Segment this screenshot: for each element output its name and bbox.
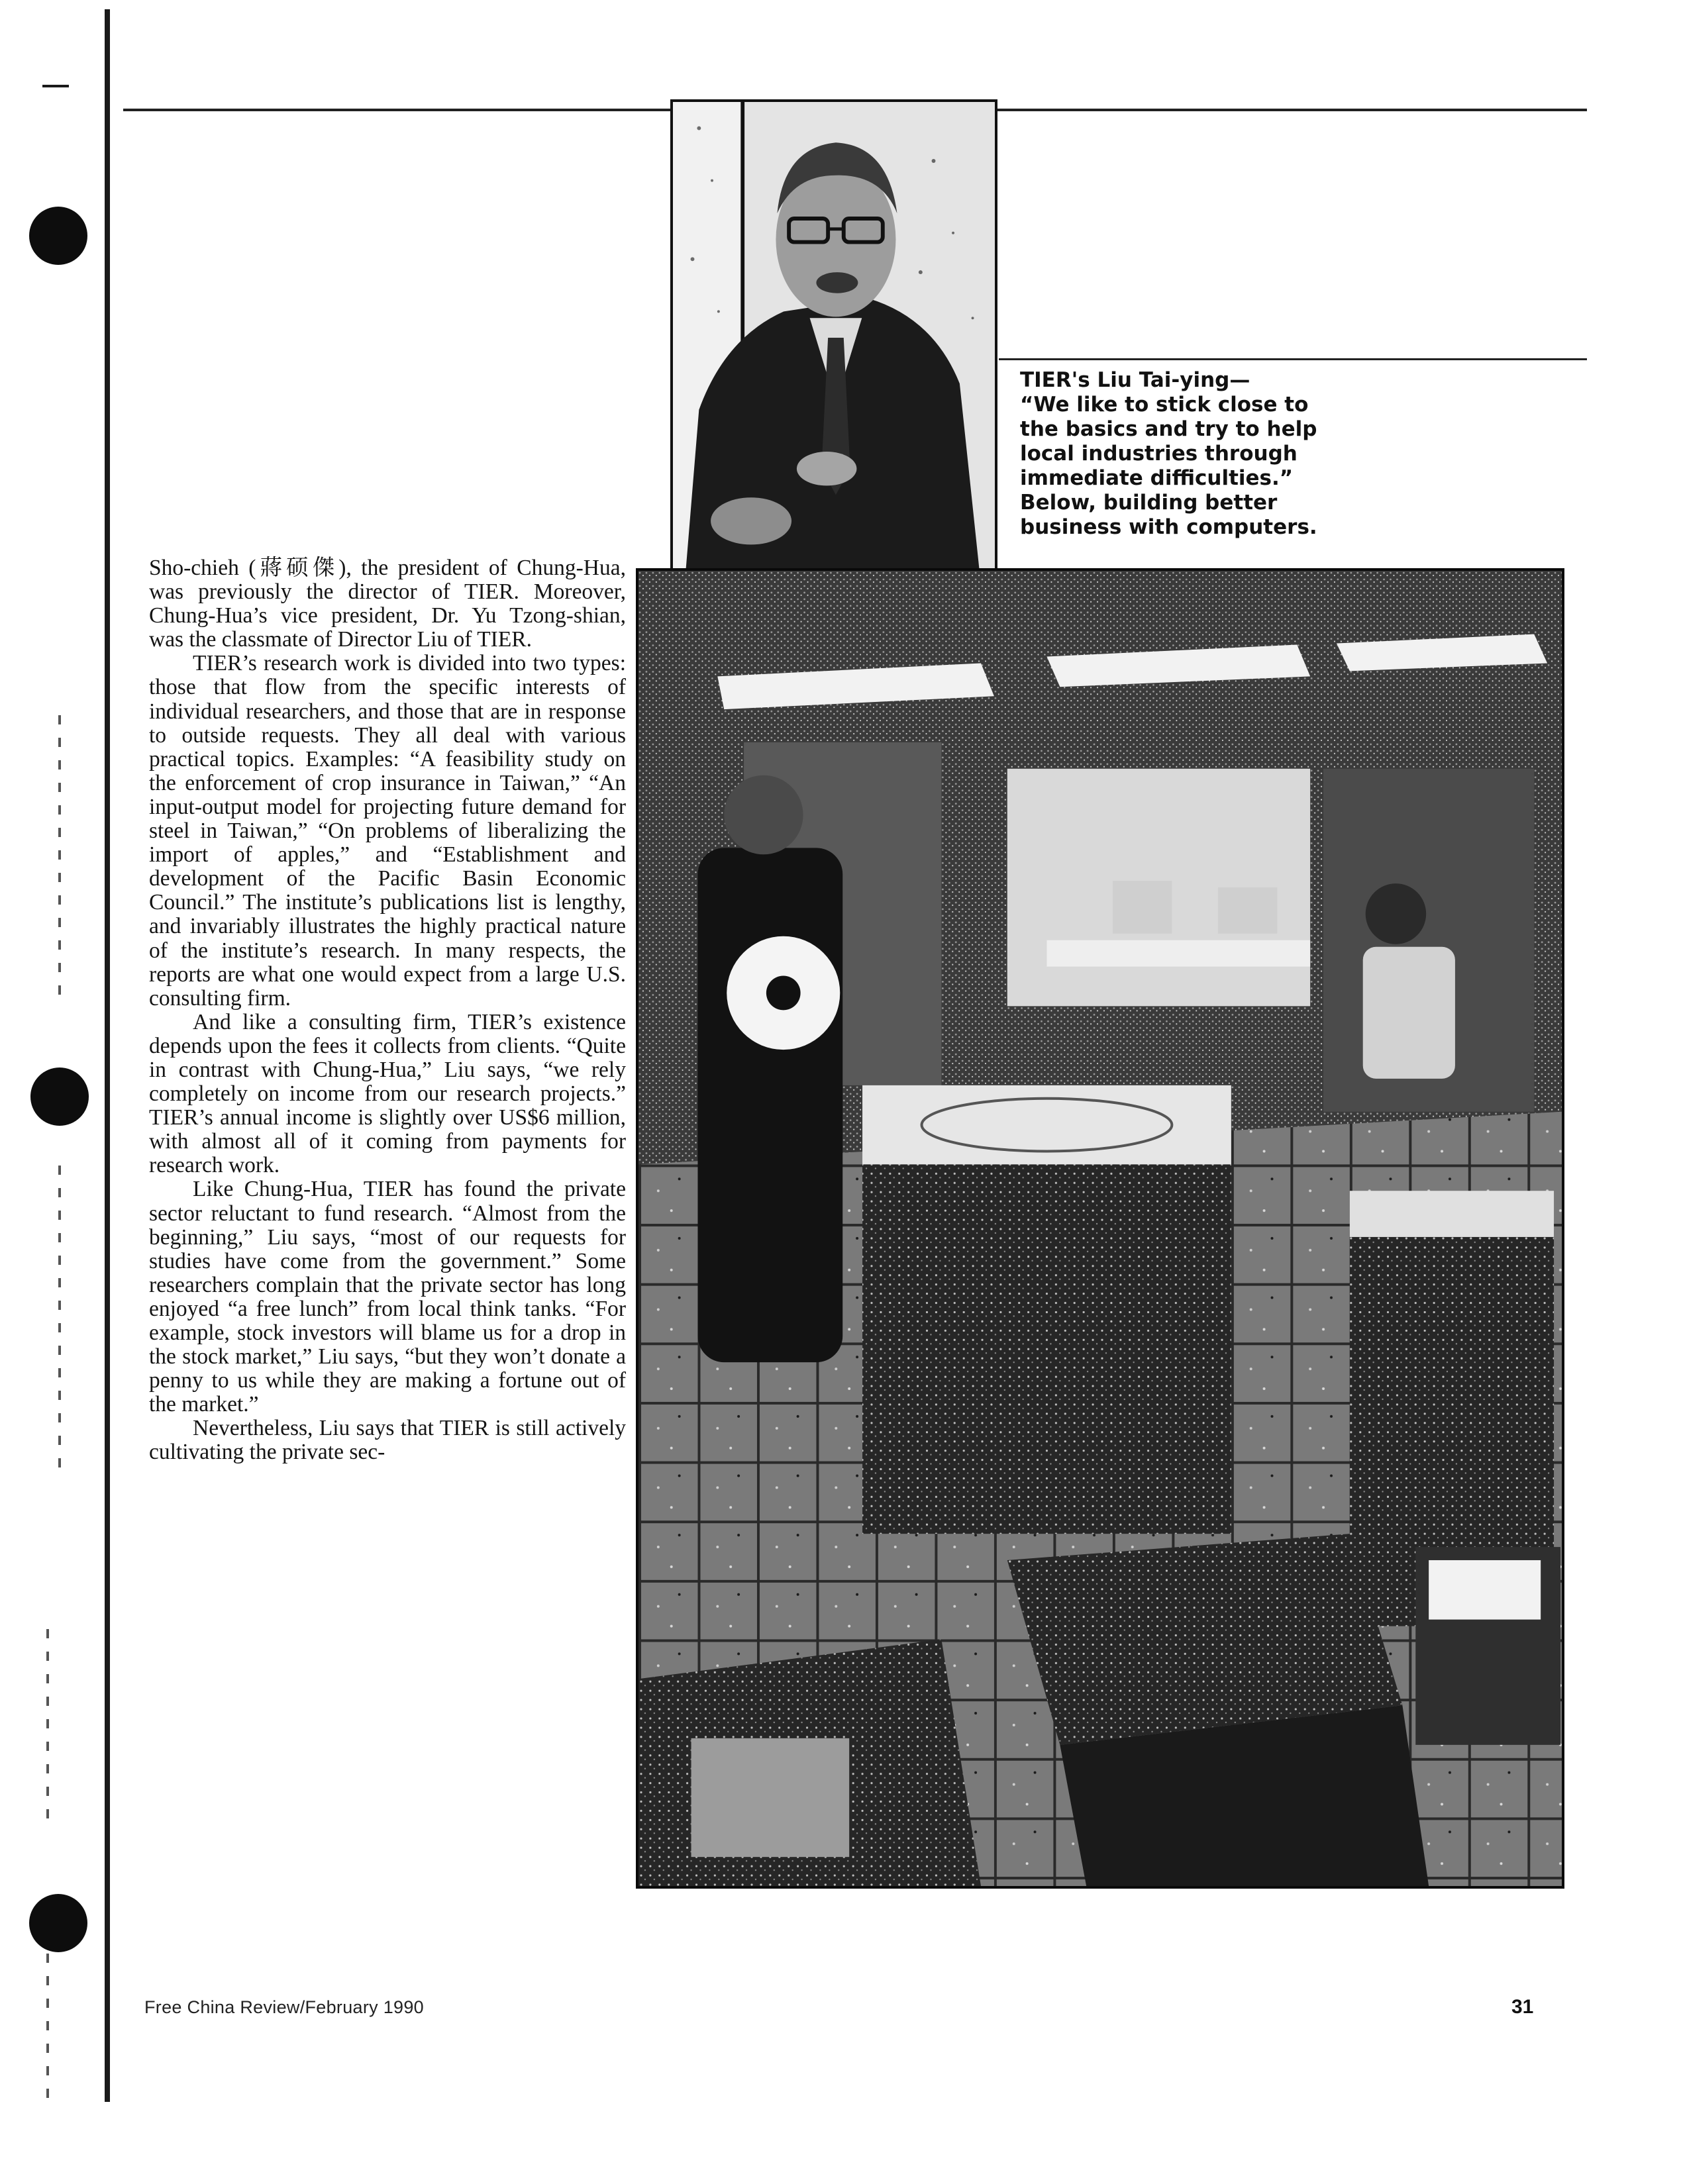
caption-line: Below, building better [1020, 491, 1278, 515]
binding-line [105, 9, 110, 2102]
scan-dash-column [58, 715, 61, 1000]
caption-line: local industries through [1020, 442, 1298, 466]
punch-hole-middle [30, 1067, 89, 1126]
punch-hole-bottom [29, 1894, 87, 1952]
footer-publication: Free China Review/February 1990 [144, 1997, 424, 2017]
punch-hole-top [29, 207, 87, 265]
caption-line: business with computers. [1020, 515, 1317, 539]
binding-tick [42, 85, 69, 87]
caption-rule [999, 358, 1587, 360]
caption-line: immediate difficulties.” [1020, 466, 1294, 490]
article-paragraph: Nevertheless, Liu says that TIER is still actively cultivating the private sec- [149, 1416, 626, 1465]
article-paragraph: Sho-chieh (蔣硕傑), the president of Chung-Hua, was previously the director of TIER. Moreover, Chung-Hua’s vice president, Dr. Yu Tzong-shian, was the classmate of Director Liu of TIER. [149, 556, 626, 652]
computer-room-illustration [638, 571, 1562, 1886]
article-body [149, 556, 626, 1465]
caption-line: “We like to stick close to [1020, 393, 1309, 417]
article-paragraph: TIER’s research work is divided into two types: those that flow from the specific interests of individual researchers, and those that are in response to outside requests. They all deal with various practical topics. Examples: “A feasibility study on the enforcement of crop insurance in Taiwan,” “An input-output model for projecting future demand for steel in Taiwan,” “On problems of liberalizing the import of apples,” and “Establishment and development of the Pacific Basin Economic Council.” The institute’s publications list is lengthy, and invariably illustrates the highly practical nature of the institute’s research. In many respects, the reports are what one would expect from a large U.S. consulting firm. [149, 651, 626, 1011]
scan-dash-column [46, 1954, 49, 2106]
caption-line: the basics and try to help [1020, 417, 1317, 441]
article-paragraph: And like a consulting firm, TIER’s existence depends upon the fees it collects from clients. “Quite in contrast with Chung-Hua,” Liu says, “we rely completely on income from our research projects.” TIER’s annual income is slightly over US$6 million, with almost all of it coming from payments for research work. [149, 1009, 626, 1178]
portrait-illustration [673, 102, 995, 568]
photo-caption [1020, 368, 1351, 540]
scan-dash-column [46, 1629, 49, 1828]
caption-line: TIER's Liu Tai-ying— [1020, 368, 1250, 392]
portrait-photo [670, 99, 997, 571]
computer-room-photo [636, 568, 1564, 1889]
footer-page-number: 31 [1511, 1996, 1534, 2018]
article-paragraph: Like Chung-Hua, TIER has found the private sector reluctant to fund research. “Almost from the beginning,” Liu says, “most of our requests for studies have come from the government.” Some researchers complain that the private sector has long enjoyed “a free lunch” from local think tanks. “For example, stock investors will blame us for a drop in the stock market,” Liu says, “but they won’t donate a penny to us while they are making a fortune out of the market.” [149, 1177, 626, 1417]
scan-dash-column [58, 1166, 61, 1470]
